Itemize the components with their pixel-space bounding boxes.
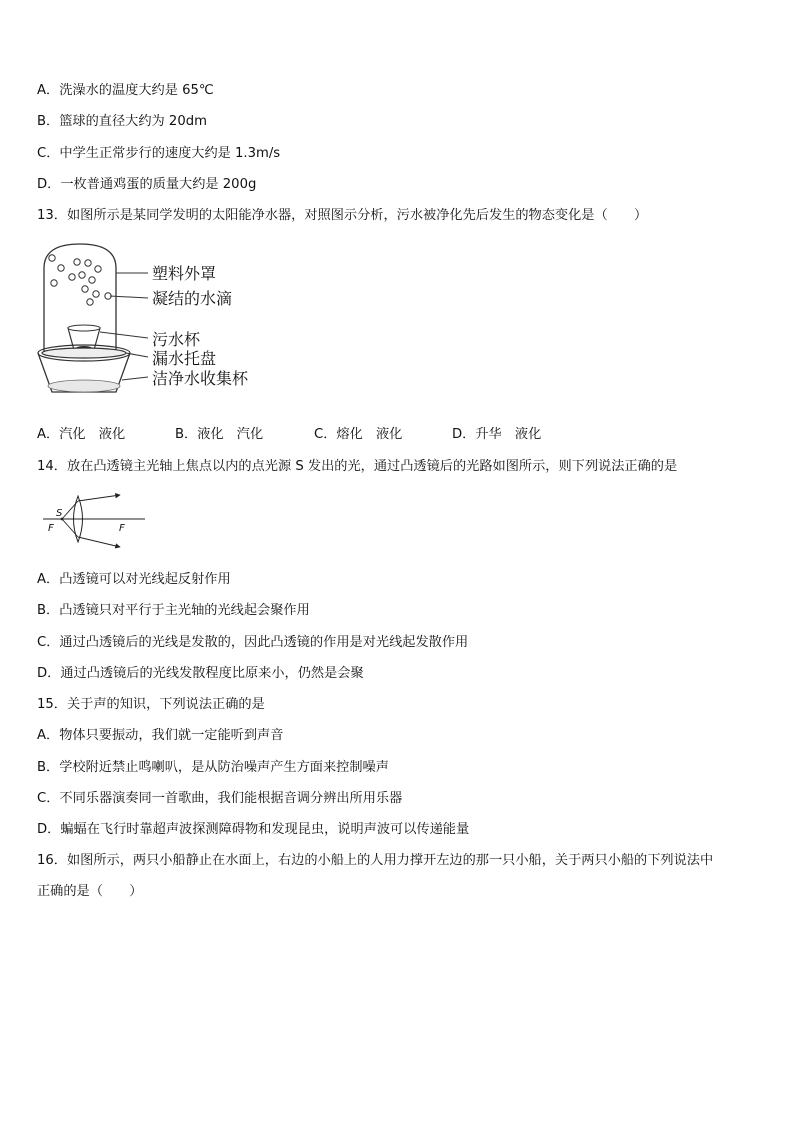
q15-stem: 15．关于声的知识，下列说法正确的是 [37, 697, 265, 712]
q12-option-c: C．中学生正常步行的速度大约是 1.3m/s [37, 146, 281, 161]
q13-solar-water-purifier-figure [30, 240, 280, 405]
q15-option-a: A．物体只要振动，我们就一定能听到声音 [37, 728, 284, 743]
q15-option-b: B．学校附近禁止鸣喇叭，是从防治噪声产生方面来控制噪声 [37, 760, 389, 775]
q13-option-d: D．升华 液化 [452, 427, 542, 442]
q14-option-a: A．凸透镜可以对光线起反射作用 [37, 572, 231, 587]
q14-option-d: D．通过凸透镜后的光线发散程度比原来小，仍然是会聚 [37, 666, 364, 681]
q12-option-d: D．一枚普通鸡蛋的质量大约是 200g [37, 177, 257, 192]
label-source-s: S [56, 508, 63, 519]
label-sewage-cup: 污水杯 [152, 330, 201, 349]
ray-lower-in [62, 519, 78, 537]
label-focus-right: F [119, 523, 125, 534]
q14-option-b: B．凸透镜只对平行于主光轴的光线起会聚作用 [37, 603, 310, 618]
ray-lower-out [78, 537, 120, 547]
label-drip-tray: 漏水托盘 [152, 349, 217, 368]
q14-convex-lens-figure [40, 492, 150, 552]
ray-upper-out [78, 495, 120, 501]
q13-options [37, 426, 757, 444]
label-focus-left: F [48, 523, 54, 534]
q16-stem-line1: 16．如图所示，两只小船静止在水面上，右边的小船上的人用力撑开左边的那一只小船，关于两只小船的下列说法中 [37, 853, 714, 868]
q14-option-c: C．通过凸透镜后的光线是发散的，因此凸透镜的作用是对光线起发散作用 [37, 635, 469, 650]
label-condensed-drops: 凝结的水滴 [152, 289, 233, 308]
q15-option-c: C．不同乐器演奏同一首歌曲，我们能根据音调分辨出所用乐器 [37, 791, 403, 806]
q16-stem-line2: 正确的是（ ） [37, 884, 143, 899]
q13-option-b: B．液化 汽化 [175, 427, 264, 442]
water-droplets [49, 255, 111, 305]
q15-option-d: D．蝙蝠在飞行时靠超声波探测障碍物和发现昆虫，说明声波可以传递能量 [37, 822, 470, 837]
drip-tray [42, 348, 126, 358]
q14-stem: 14．放在凸透镜主光轴上焦点以内的点光源 S 发出的光，通过凸透镜后的光路如图所示，则下列说法正确的是 [37, 459, 678, 474]
q13-option-a: A．汽化 液化 [37, 427, 126, 442]
q13-option-c: C．熔化 液化 [314, 427, 403, 442]
label-plastic-cover: 塑料外罩 [152, 264, 217, 283]
q13-stem: 13．如图所示是某同学发明的太阳能净水器，对照图示分析，污水被净化先后发生的物态变化是（ ） [37, 208, 648, 223]
label-collection-cup: 洁净水收集杯 [152, 369, 249, 388]
ray-upper-in [62, 501, 78, 519]
q12-option-b: B．篮球的直径大约为 20dm [37, 114, 207, 129]
q12-option-a: A．洗澡水的温度大约是 65℃ [37, 83, 214, 98]
